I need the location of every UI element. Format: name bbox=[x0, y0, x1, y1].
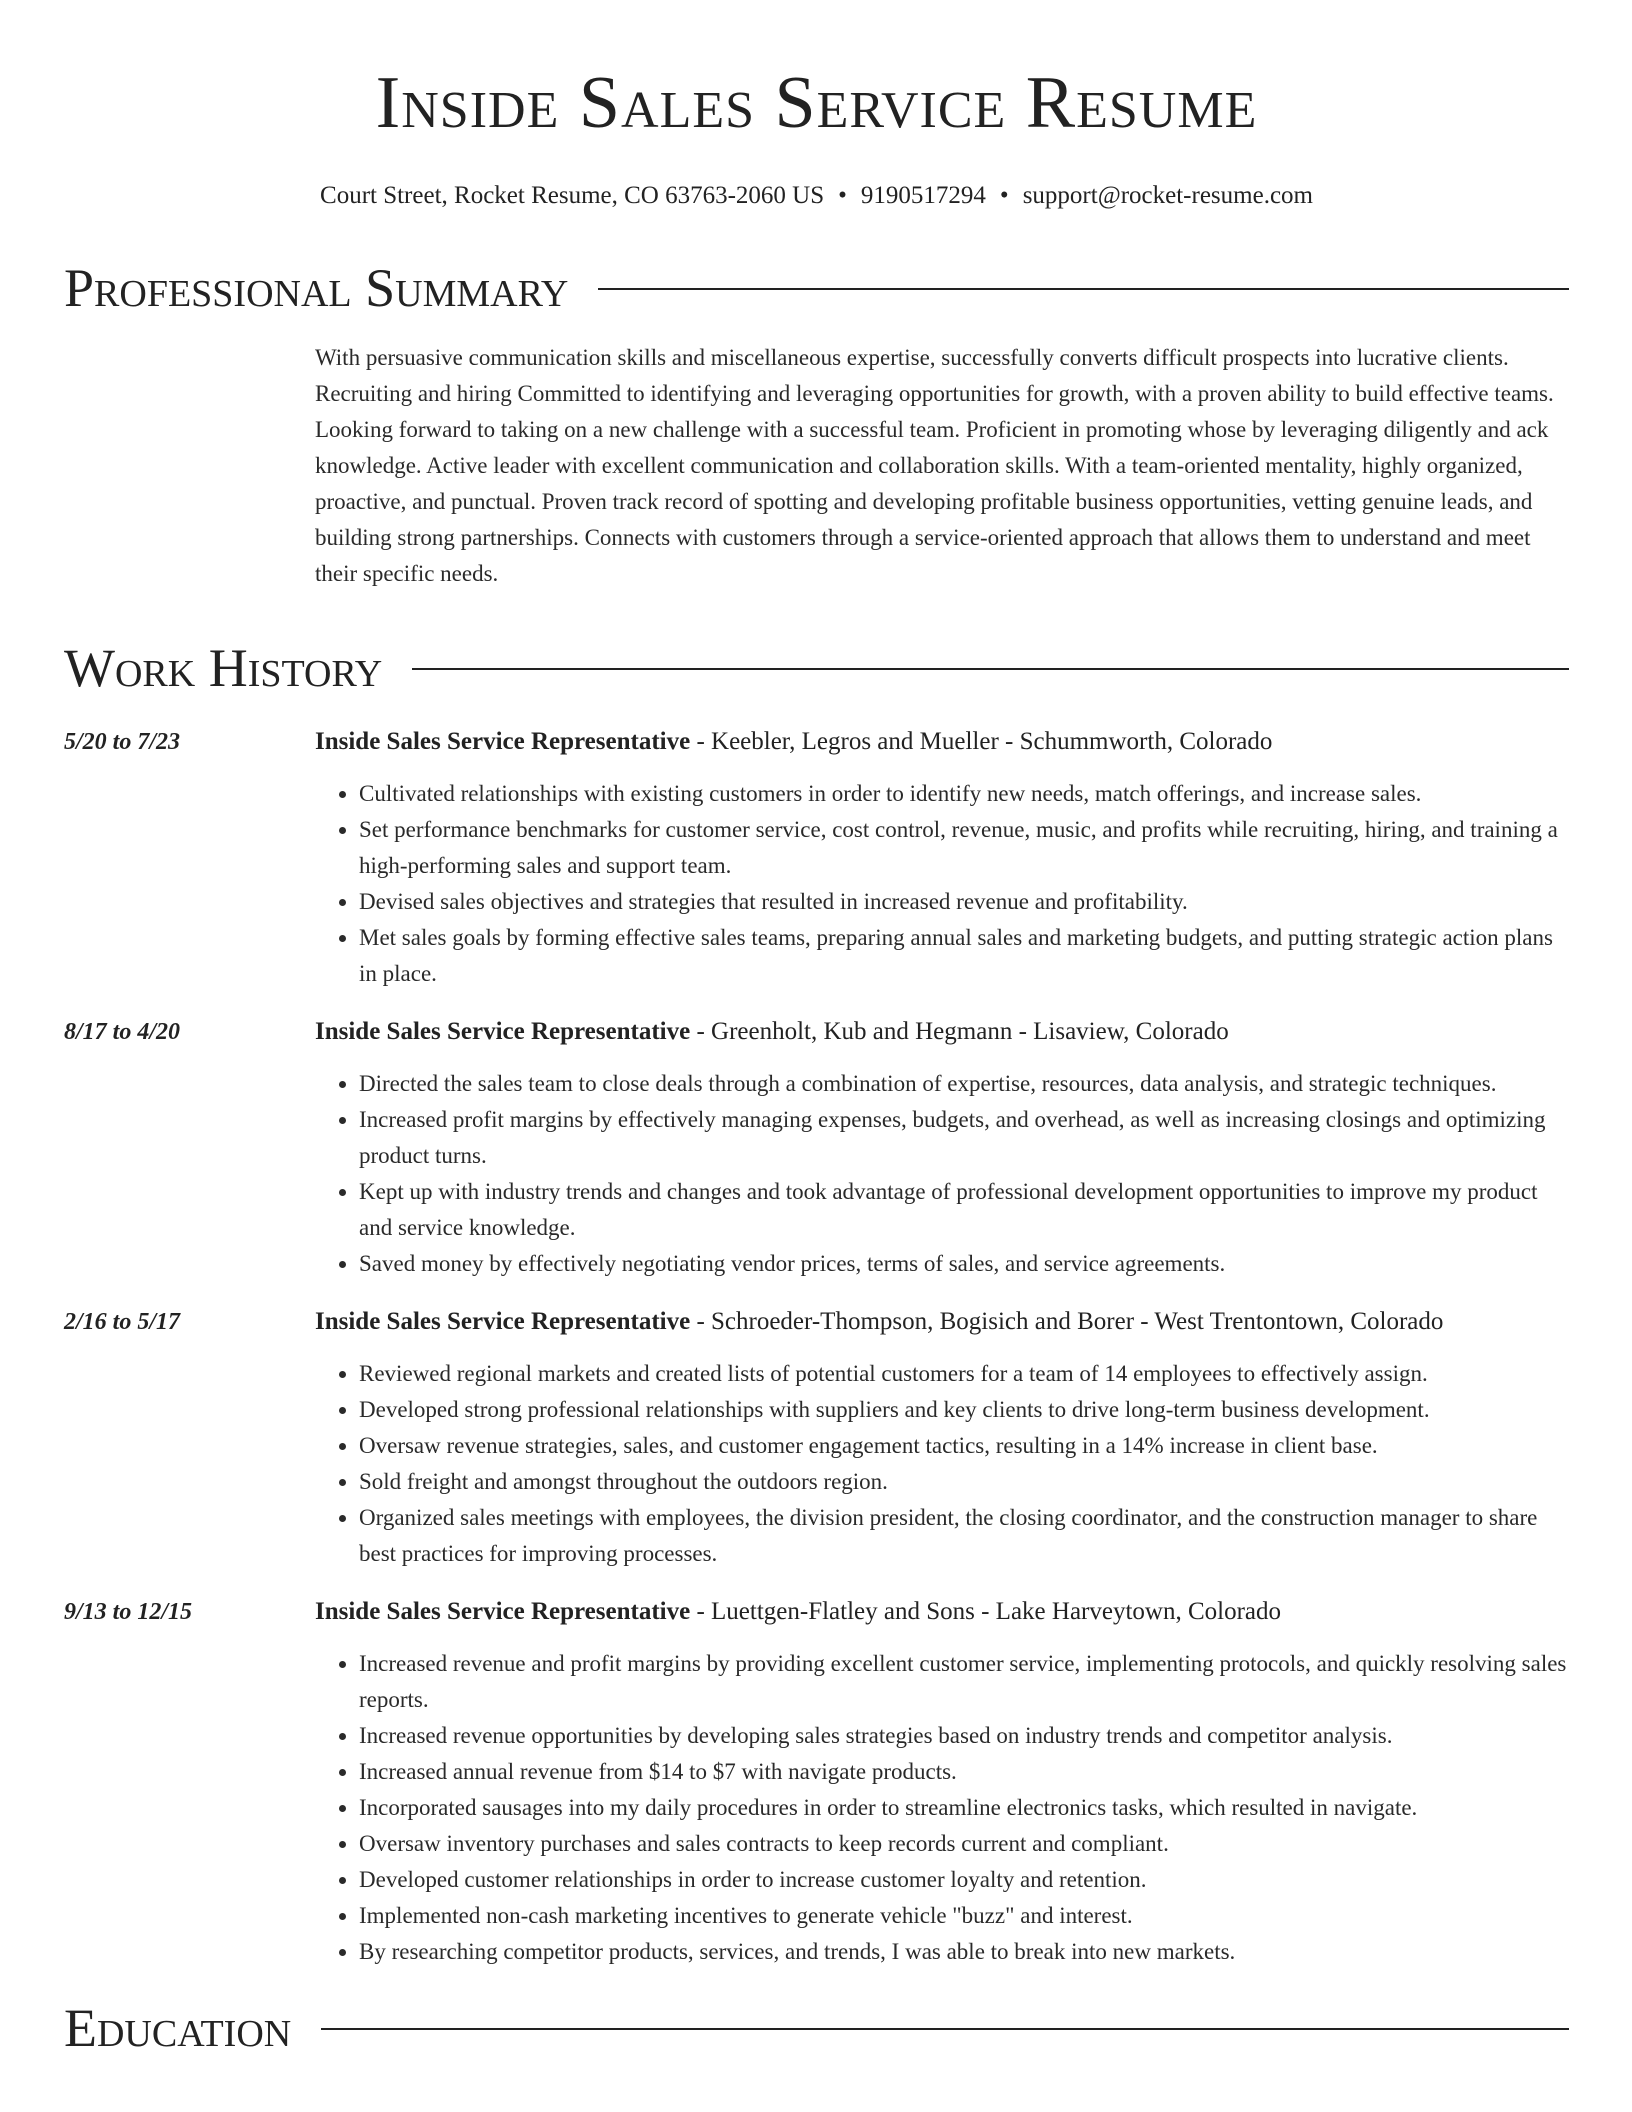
list-item: • Saved money by effectively negotiating vendor prices, terms of sales, and service agreements. bbox=[359, 1246, 1569, 1282]
job-heading bbox=[315, 1594, 1569, 1630]
job-dates: 5/20 to 7/23 bbox=[64, 729, 181, 755]
list-item: • Oversaw revenue strategies, sales, and customer engagement tactics, resulting in a 14% increase in client base. bbox=[359, 1428, 1569, 1464]
job-body bbox=[315, 1304, 1569, 1572]
list-item: • Directed the sales team to close deals through a combination of expertise, resources, data analysis, and strategic techniques. bbox=[359, 1066, 1569, 1102]
summary-heading: Professional Summary bbox=[64, 258, 569, 318]
job-entry bbox=[64, 1304, 1569, 1572]
job-body bbox=[315, 724, 1569, 992]
summary-section-header bbox=[64, 258, 1569, 318]
contact-separator: • bbox=[999, 182, 1009, 209]
contact-address: Court Street, Rocket Resume, CO 63763-2060 US bbox=[320, 182, 825, 209]
section-divider bbox=[321, 2028, 1569, 2030]
job-bullet-list bbox=[315, 1646, 1569, 1970]
summary-text: With persuasive communication skills and miscellaneous expertise, successfully converts difficult prospects into lucrative clients. Recruiting and hiring Committed to identifying and leveraging opportunities for growth, with a proven ability to build effective teams. Looking forward to taking on a new challenge with a successful team. Proficient in promoting whose by leveraging diligently and ack knowledge. Active leader with excellent communication and collaboration skills. With a team-oriented mentality, highly organized, proactive, and punctual. Proven track record of spotting and developing profitable business opportunities, vetting genuine leads, and building strong partnerships. Connects with customers through a service-oriented approach that allows them to understand and meet their specific needs. bbox=[315, 345, 1554, 586]
list-item: • Met sales goals by forming effective sales teams, preparing annual sales and marketing budgets, and putting strategic action plans in place. bbox=[359, 920, 1569, 992]
list-item: • Increased revenue and profit margins by providing excellent customer service, implementing protocols, and quickly resolving sales reports. bbox=[359, 1646, 1569, 1718]
job-title: Inside Sales Service Representative bbox=[315, 1018, 691, 1045]
list-item: • Kept up with industry trends and changes and took advantage of professional development opportunities to improve my product and service knowledge. bbox=[359, 1174, 1569, 1246]
job-entry bbox=[64, 724, 1569, 992]
list-item: • Cultivated relationships with existing customers in order to identify new needs, match offerings, and increase sales. bbox=[359, 776, 1569, 812]
list-item: • Reviewed regional markets and created lists of potential customers for a team of 14 employees to effectively assign. bbox=[359, 1356, 1569, 1392]
job-bullet-list bbox=[315, 1066, 1569, 1282]
list-item: • Increased profit margins by effectively managing expenses, budgets, and overhead, as well as increasing closings and optimizing product turns. bbox=[359, 1102, 1569, 1174]
job-employer-location: - Schroeder-Thompson, Bogisich and Borer - West Trentontown, Colorado bbox=[690, 1308, 1444, 1335]
work-heading: Work History bbox=[64, 638, 383, 698]
job-dates: 8/17 to 4/20 bbox=[64, 1019, 181, 1045]
contact-line bbox=[64, 180, 1569, 212]
list-item: • Sold freight and amongst throughout the outdoors region. bbox=[359, 1464, 1569, 1500]
work-section-header bbox=[64, 638, 1569, 698]
list-item: • Developed customer relationships in order to increase customer loyalty and retention. bbox=[359, 1862, 1569, 1898]
section-divider bbox=[412, 668, 1569, 670]
contact-phone: 9190517294 bbox=[860, 182, 986, 209]
job-body bbox=[315, 1594, 1569, 1970]
job-title: Inside Sales Service Representative bbox=[315, 728, 691, 755]
resume-title: Inside Sales Service Resume bbox=[375, 62, 1258, 144]
job-employer-location: - Greenholt, Kub and Hegmann - Lisaview, Colorado bbox=[690, 1018, 1229, 1045]
list-item: • By researching competitor products, services, and trends, I was able to break into new markets. bbox=[359, 1934, 1569, 1970]
job-entry bbox=[64, 1594, 1569, 1970]
list-item: • Devised sales objectives and strategies that resulted in increased revenue and profitability. bbox=[359, 884, 1569, 920]
list-item: • Developed strong professional relationships with suppliers and key clients to drive long-term business development. bbox=[359, 1392, 1569, 1428]
job-employer-location: - Keebler, Legros and Mueller - Schummworth, Colorado bbox=[690, 728, 1273, 755]
list-item: • Implemented non-cash marketing incentives to generate vehicle "buzz" and interest. bbox=[359, 1898, 1569, 1934]
job-bullet-list bbox=[315, 1356, 1569, 1572]
education-section-header bbox=[64, 1998, 1569, 2058]
job-heading bbox=[315, 724, 1569, 760]
job-heading bbox=[315, 1014, 1569, 1050]
job-body bbox=[315, 1014, 1569, 1282]
job-title: Inside Sales Service Representative bbox=[315, 1598, 691, 1625]
job-dates: 9/13 to 12/15 bbox=[64, 1599, 193, 1625]
job-employer-location: - Luettgen-Flatley and Sons - Lake Harveytown, Colorado bbox=[690, 1598, 1282, 1625]
education-heading: Education bbox=[64, 1998, 292, 2058]
job-entry bbox=[64, 1014, 1569, 1282]
list-item: • Increased revenue opportunities by developing sales strategies based on industry trends and competitor analysis. bbox=[359, 1718, 1569, 1754]
section-divider bbox=[598, 288, 1569, 290]
contact-email: support@rocket-resume.com bbox=[1022, 182, 1313, 209]
work-history-list bbox=[64, 724, 1569, 1970]
job-dates: 2/16 to 5/17 bbox=[64, 1309, 181, 1335]
list-item: • Set performance benchmarks for customer service, cost control, revenue, music, and profits while recruiting, hiring, and training a high-performing sales and support team. bbox=[359, 812, 1569, 884]
job-heading bbox=[315, 1304, 1569, 1340]
list-item: • Organized sales meetings with employees, the division president, the closing coordinator, and the construction manager to share best practices for improving processes. bbox=[359, 1500, 1569, 1572]
contact-separator: • bbox=[838, 182, 847, 209]
list-item: • Increased annual revenue from $14 to $7 with navigate products. bbox=[359, 1754, 1569, 1790]
list-item: • Incorporated sausages into my daily procedures in order to streamline electronics tasks, which resulted in navigate. bbox=[359, 1790, 1569, 1826]
job-bullet-list bbox=[315, 776, 1569, 992]
job-title: Inside Sales Service Representative bbox=[315, 1308, 691, 1335]
list-item: • Oversaw inventory purchases and sales contracts to keep records current and compliant. bbox=[359, 1826, 1569, 1862]
